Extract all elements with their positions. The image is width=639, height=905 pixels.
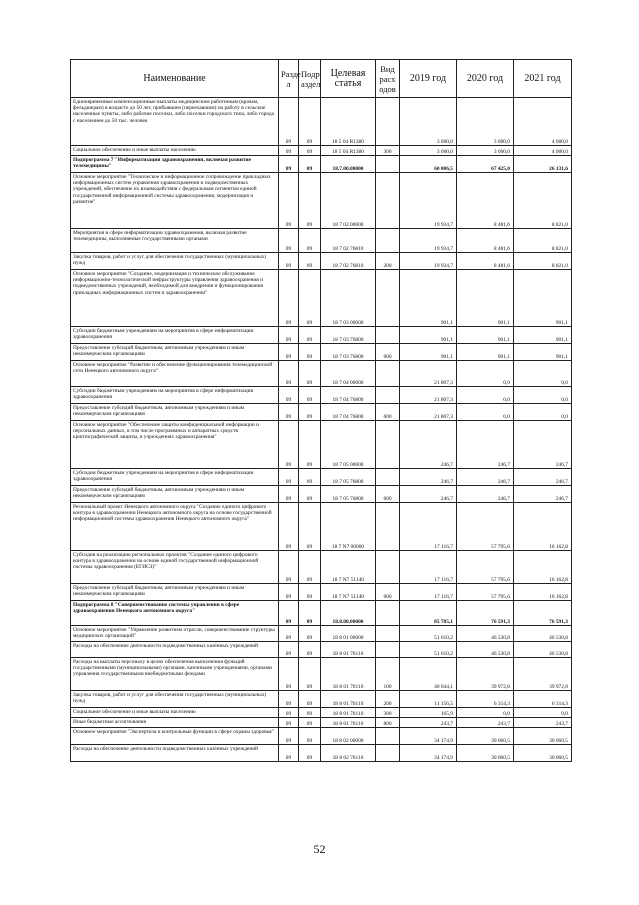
cell-podrazdel: 09 <box>299 708 321 718</box>
table-row <box>71 486 572 503</box>
cell-article: 18 5 04 R1380 <box>321 98 376 146</box>
header-razdel: Разде л <box>279 60 299 98</box>
cell-podrazdel: 09 <box>299 229 321 253</box>
cell-razdel: 09 <box>279 642 299 658</box>
cell-2019: 165,9 <box>400 708 457 718</box>
cell-razdel: 09 <box>279 387 299 404</box>
cell-2019: 901,1 <box>400 344 457 361</box>
cell-2021: 246,7 <box>514 469 572 486</box>
cell-name: Подпрограмма 8 "Совершенствование системы управления в сфере здравоохранения Ненецкого автономного округа" <box>71 601 279 626</box>
cell-2021: 16 162,8 <box>514 584 572 601</box>
table-row <box>71 361 572 387</box>
cell-podrazdel: 09 <box>299 718 321 728</box>
cell-2019: 246,7 <box>400 486 457 503</box>
cell-article: 18 8 01 70110 <box>321 642 376 658</box>
table-row <box>71 718 572 728</box>
cell-razdel: 09 <box>279 421 299 469</box>
cell-vid: 100 <box>376 658 400 691</box>
cell-2021: 0,0 <box>514 404 572 421</box>
table-row <box>71 551 572 584</box>
cell-2019: 51 610,2 <box>400 626 457 642</box>
cell-2021: 0,0 <box>514 708 572 718</box>
table-row <box>71 156 572 173</box>
cell-name: Закупка товаров, работ и услуг для обеспечения государственных (муниципальных) нужд <box>71 691 279 708</box>
cell-name: Субсидия на реализацию региональных проектов "Создание единого цифрового контура в здравоохранении на основе единой государственной информационной системы здравоохранения (ЕГИСЗ)" <box>71 551 279 584</box>
cell-article: 18 7 02 76810 <box>321 229 376 253</box>
cell-article: 18 7 04 00000 <box>321 361 376 387</box>
table-row <box>71 421 572 469</box>
cell-2020: 30 060,5 <box>457 745 514 762</box>
cell-2019: 34 174,9 <box>400 728 457 745</box>
table-row <box>71 745 572 762</box>
cell-2019: 21 807,3 <box>400 387 457 404</box>
cell-2020: 3 000,0 <box>457 146 514 156</box>
cell-2019: 51 610,2 <box>400 642 457 658</box>
cell-2019: 3 000,0 <box>400 146 457 156</box>
cell-vid <box>376 503 400 551</box>
cell-podrazdel: 09 <box>299 404 321 421</box>
table-row <box>71 344 572 361</box>
table-row <box>71 642 572 658</box>
cell-2021: 8 821,0 <box>514 229 572 253</box>
cell-2019: 21 807,3 <box>400 404 457 421</box>
cell-2020: 246,7 <box>457 469 514 486</box>
cell-2021: 46 530,8 <box>514 642 572 658</box>
cell-vid <box>376 156 400 173</box>
cell-podrazdel: 09 <box>299 601 321 626</box>
table-row <box>71 327 572 344</box>
cell-name: Основное мероприятие "Развитие и обеспечение функционирования телемедицинской сети Ненецкого автономного округа" <box>71 361 279 387</box>
cell-2021: 901,1 <box>514 270 572 327</box>
header-2020: 2020 год <box>457 60 514 98</box>
table-row <box>71 503 572 551</box>
cell-name: Предоставление субсидий бюджетным, автономным учреждениям и иным некоммерческим организациям <box>71 404 279 421</box>
cell-podrazdel: 09 <box>299 253 321 270</box>
cell-podrazdel: 09 <box>299 642 321 658</box>
cell-name: Закупка товаров, работ и услуг для обеспечения государственных (муниципальных) нужд <box>71 253 279 270</box>
cell-vid <box>376 551 400 584</box>
table-row <box>71 146 572 156</box>
cell-2021: 243,7 <box>514 718 572 728</box>
cell-name: Иные бюджетные ассигнования <box>71 718 279 728</box>
cell-name: Единовременные компенсационные выплаты медицинским работникам (врачам, фельдшерам) в возрасте до 50 лет, прибывшим (переехавшим) на работу в сельские населенные пункты, либо рабочие поселки, либо поселки городского типа, либо города с населением до 50 тыс. человек <box>71 98 279 146</box>
cell-2019: 19 934,7 <box>400 253 457 270</box>
cell-razdel: 09 <box>279 253 299 270</box>
table-row <box>71 691 572 708</box>
page-number: 52 <box>313 842 326 856</box>
cell-name: Основное мероприятие "Техническое и информационное сопровождение прикладных информационных систем управления здравоохранения и подведомственных учреждений, обеспечение их взаимодействия с федеральным сегментом единой государственной информационной системы здравоохранения, модернизация и развитие" <box>71 173 279 229</box>
table-row <box>71 708 572 718</box>
cell-podrazdel: 09 <box>299 503 321 551</box>
cell-name: Предоставление субсидий бюджетным, автономным учреждениям и иным некоммерческим организациям <box>71 486 279 503</box>
cell-2020: 243,7 <box>457 718 514 728</box>
cell-name: Субсидии бюджетным учреждениям на мероприятия в сфере информатизации здравоохранения <box>71 387 279 404</box>
table-row <box>71 584 572 601</box>
header-podrazdel: Подр аздел <box>299 60 321 98</box>
header-article: Целевая статья <box>321 60 376 98</box>
cell-name: Социальное обеспечение и иные выплаты населению <box>71 708 279 718</box>
cell-2021: 246,7 <box>514 486 572 503</box>
cell-article: 18 8 01 00000 <box>321 626 376 642</box>
cell-podrazdel: 09 <box>299 551 321 584</box>
cell-vid <box>376 327 400 344</box>
header-2019: 2019 год <box>400 60 457 98</box>
cell-2019: 85 785,1 <box>400 601 457 626</box>
cell-vid: 200 <box>376 691 400 708</box>
cell-podrazdel: 09 <box>299 658 321 691</box>
cell-razdel: 09 <box>279 146 299 156</box>
cell-article: 18 8 01 70110 <box>321 658 376 691</box>
cell-2021: 246,7 <box>514 421 572 469</box>
cell-article: 18 7 N7 00000 <box>321 503 376 551</box>
cell-article: 18 8 02 00000 <box>321 728 376 745</box>
cell-2020: 46 530,8 <box>457 642 514 658</box>
cell-2020: 67 425,0 <box>457 156 514 173</box>
cell-name: Предоставление субсидий бюджетным, автономным учреждениям и иным некоммерческим организациям <box>71 344 279 361</box>
cell-razdel: 09 <box>279 626 299 642</box>
cell-article: 18 8 01 70110 <box>321 718 376 728</box>
cell-article: 18 7 02 76810 <box>321 253 376 270</box>
cell-2019: 17 116,7 <box>400 584 457 601</box>
cell-vid <box>376 728 400 745</box>
cell-vid: 600 <box>376 486 400 503</box>
cell-podrazdel: 09 <box>299 270 321 327</box>
cell-razdel: 09 <box>279 98 299 146</box>
cell-name: Расходы на обеспечение деятельности подведомственных казённых учреждений <box>71 745 279 762</box>
cell-name: Мероприятия в сфере информатизации здравоохранения, включая развитие телемедицины, выполняемые государственными органами <box>71 229 279 253</box>
cell-article: 18 7 N7 51140 <box>321 584 376 601</box>
cell-razdel: 09 <box>279 327 299 344</box>
cell-article: 18.7.00.00000 <box>321 156 376 173</box>
cell-vid: 600 <box>376 584 400 601</box>
cell-2021: 8 821,0 <box>514 253 572 270</box>
table-row <box>71 387 572 404</box>
header-row <box>71 60 572 98</box>
cell-podrazdel: 09 <box>299 387 321 404</box>
cell-article: 18 7 03 76800 <box>321 344 376 361</box>
cell-2021: 4 000,0 <box>514 146 572 156</box>
header-vid: Вид расх одов <box>376 60 400 98</box>
cell-2020: 0,0 <box>457 404 514 421</box>
cell-name: Основное мероприятие "Создание, модернизация и техническое обслуживание информационно-технологической инфраструктуры управления здравоохранения и подведомственных учреждений, необходимой для внедрения и функционирования прикладных информационных систем в здравоохранении" <box>71 270 279 327</box>
cell-razdel: 09 <box>279 361 299 387</box>
cell-podrazdel: 09 <box>299 626 321 642</box>
cell-2020: 8 481,6 <box>457 253 514 270</box>
cell-2020: 57 795,6 <box>457 551 514 584</box>
cell-2019: 3 000,0 <box>400 98 457 146</box>
cell-vid <box>376 421 400 469</box>
cell-2020: 901,1 <box>457 327 514 344</box>
cell-razdel: 09 <box>279 503 299 551</box>
table-row <box>71 601 572 626</box>
cell-article: 18 5 04 R1380 <box>321 146 376 156</box>
cell-podrazdel: 09 <box>299 421 321 469</box>
cell-article: 18 7 04 76800 <box>321 404 376 421</box>
cell-podrazdel: 09 <box>299 98 321 146</box>
cell-2021: 30 060,5 <box>514 728 572 745</box>
cell-podrazdel: 09 <box>299 361 321 387</box>
cell-podrazdel: 09 <box>299 745 321 762</box>
cell-2020: 8 481,6 <box>457 173 514 229</box>
cell-2020: 901,1 <box>457 270 514 327</box>
cell-name: Субсидии бюджетным учреждениям на мероприятия в сфере информатизации здравоохранения <box>71 327 279 344</box>
cell-2020: 6 314,3 <box>457 691 514 708</box>
cell-razdel: 09 <box>279 404 299 421</box>
cell-name: Социальное обеспечение и иные выплаты населению <box>71 146 279 156</box>
cell-2020: 901,1 <box>457 344 514 361</box>
cell-razdel: 09 <box>279 469 299 486</box>
cell-2019: 19 934,7 <box>400 173 457 229</box>
cell-vid <box>376 642 400 658</box>
cell-name: Региональный проект Ненецкого автономного округа "Создание единого цифрового контура в здравоохранении Ненецкого автономного округа на основе государственной информационной системы здравоохранения Ненецкого автономного округа" <box>71 503 279 551</box>
table-row <box>71 404 572 421</box>
cell-name: Основное мероприятие "Обеспечение защиты конфиденциальной информации и персональных данных, в том числе программных и аппаратных средств криптографической защиты, в учреждениях здравоохранения" <box>71 421 279 469</box>
cell-name: Субсидии бюджетным учреждениям на мероприятия в сфере информатизации здравоохранения <box>71 469 279 486</box>
cell-2021: 4 000,0 <box>514 98 572 146</box>
cell-2021: 30 060,5 <box>514 745 572 762</box>
cell-vid <box>376 626 400 642</box>
cell-2020: 3 000,0 <box>457 98 514 146</box>
cell-2021: 39 972,8 <box>514 658 572 691</box>
cell-2021: 16 162,8 <box>514 503 572 551</box>
cell-vid <box>376 745 400 762</box>
cell-article: 18 7 N7 51140 <box>321 551 376 584</box>
cell-vid <box>376 270 400 327</box>
table-row <box>71 229 572 253</box>
cell-razdel: 09 <box>279 156 299 173</box>
table-row <box>71 98 572 146</box>
cell-2020: 8 481,6 <box>457 229 514 253</box>
cell-vid <box>376 387 400 404</box>
cell-razdel: 09 <box>279 344 299 361</box>
cell-article: 18 7 05 76800 <box>321 469 376 486</box>
cell-vid <box>376 361 400 387</box>
cell-2019: 19 934,7 <box>400 229 457 253</box>
table-row <box>71 658 572 691</box>
cell-article: 18 8 01 70110 <box>321 708 376 718</box>
table-row <box>71 270 572 327</box>
cell-podrazdel: 09 <box>299 173 321 229</box>
cell-name: Расходы на обеспечение деятельности подведомственных казённых учреждений <box>71 642 279 658</box>
cell-vid: 600 <box>376 404 400 421</box>
cell-2021: 901,1 <box>514 327 572 344</box>
cell-article: 18 8 01 70110 <box>321 691 376 708</box>
cell-2020: 246,7 <box>457 486 514 503</box>
cell-2020: 57 795,6 <box>457 584 514 601</box>
cell-2019: 17 116,7 <box>400 551 457 584</box>
cell-2019: 40 044,1 <box>400 658 457 691</box>
cell-podrazdel: 09 <box>299 486 321 503</box>
cell-vid: 300 <box>376 708 400 718</box>
cell-2019: 246,7 <box>400 421 457 469</box>
cell-2019: 901,1 <box>400 270 457 327</box>
cell-name: Основное мероприятие "Экспертиза и контрольные функции в сфере охраны здоровья" <box>71 728 279 745</box>
cell-2019: 21 807,3 <box>400 361 457 387</box>
cell-name: Подпрограмма 7 "Информатизация здравоохранения, включая развитие телемедицины" <box>71 156 279 173</box>
cell-name: Основное мероприятие "Управление развитием отрасли, совершенствование структуры медицинских организаций" <box>71 626 279 642</box>
cell-podrazdel: 09 <box>299 584 321 601</box>
cell-article: 18 7 04 76800 <box>321 387 376 404</box>
table-row <box>71 253 572 270</box>
cell-2020: 246,7 <box>457 421 514 469</box>
cell-2019: 34 174,9 <box>400 745 457 762</box>
cell-razdel: 09 <box>279 173 299 229</box>
cell-razdel: 09 <box>279 486 299 503</box>
cell-2019: 11 156,5 <box>400 691 457 708</box>
cell-article: 18.8.00.00000 <box>321 601 376 626</box>
cell-2019: 901,1 <box>400 327 457 344</box>
cell-2020: 76 591,3 <box>457 601 514 626</box>
cell-podrazdel: 09 <box>299 327 321 344</box>
table-row <box>71 626 572 642</box>
cell-vid: 300 <box>376 146 400 156</box>
cell-vid <box>376 601 400 626</box>
cell-vid <box>376 229 400 253</box>
cell-2021: 8 821,0 <box>514 173 572 229</box>
cell-razdel: 09 <box>279 270 299 327</box>
table-row <box>71 173 572 229</box>
cell-2019: 243,7 <box>400 718 457 728</box>
cell-2020: 39 972,8 <box>457 658 514 691</box>
budget-table <box>70 59 572 762</box>
table-row <box>71 469 572 486</box>
cell-article: 18 7 05 00000 <box>321 421 376 469</box>
cell-vid <box>376 98 400 146</box>
cell-2021: 901,1 <box>514 344 572 361</box>
cell-2021: 16 162,8 <box>514 551 572 584</box>
cell-podrazdel: 09 <box>299 344 321 361</box>
cell-razdel: 09 <box>279 658 299 691</box>
cell-razdel: 09 <box>279 229 299 253</box>
cell-article: 18 7 03 76800 <box>321 327 376 344</box>
cell-podrazdel: 09 <box>299 146 321 156</box>
cell-podrazdel: 09 <box>299 469 321 486</box>
table-body <box>71 98 572 762</box>
cell-razdel: 09 <box>279 691 299 708</box>
cell-vid <box>376 469 400 486</box>
cell-2020: 46 530,8 <box>457 626 514 642</box>
cell-2021: 26 131,6 <box>514 156 572 173</box>
header-2021: 2021 год <box>514 60 572 98</box>
cell-2020: 0,0 <box>457 708 514 718</box>
cell-2019: 17 116,7 <box>400 503 457 551</box>
cell-podrazdel: 09 <box>299 728 321 745</box>
cell-razdel: 09 <box>279 708 299 718</box>
cell-2021: 0,0 <box>514 361 572 387</box>
cell-razdel: 09 <box>279 728 299 745</box>
cell-vid: 800 <box>376 718 400 728</box>
cell-2021: 0,0 <box>514 387 572 404</box>
cell-article: 18 7 02 00000 <box>321 173 376 229</box>
cell-article: 18 8 02 70110 <box>321 745 376 762</box>
cell-article: 18 7 03 00000 <box>321 270 376 327</box>
cell-vid: 600 <box>376 344 400 361</box>
cell-2020: 0,0 <box>457 361 514 387</box>
table-row <box>71 728 572 745</box>
cell-article: 18 7 05 76800 <box>321 486 376 503</box>
cell-razdel: 09 <box>279 745 299 762</box>
cell-2019: 60 006,5 <box>400 156 457 173</box>
cell-2021: 6 314,3 <box>514 691 572 708</box>
cell-razdel: 09 <box>279 551 299 584</box>
cell-podrazdel: 09 <box>299 156 321 173</box>
cell-2020: 30 060,5 <box>457 728 514 745</box>
cell-razdel: 09 <box>279 718 299 728</box>
cell-podrazdel: 09 <box>299 691 321 708</box>
header-name: Наименование <box>71 60 279 98</box>
cell-2021: 76 591,3 <box>514 601 572 626</box>
cell-2019: 246,7 <box>400 469 457 486</box>
cell-2020: 0,0 <box>457 387 514 404</box>
cell-vid <box>376 173 400 229</box>
cell-name: Предоставление субсидий бюджетным, автономным учреждениям и иным некоммерческим организациям <box>71 584 279 601</box>
cell-name: Расходы на выплаты персоналу в целях обеспечения выполнения функций государственными (муниципальными) органами, казенными учреждениями, органами управления государственными внебюджетными фондами <box>71 658 279 691</box>
cell-2020: 57 795,6 <box>457 503 514 551</box>
cell-razdel: 09 <box>279 601 299 626</box>
cell-2021: 46 530,8 <box>514 626 572 642</box>
cell-vid: 200 <box>376 253 400 270</box>
cell-razdel: 09 <box>279 584 299 601</box>
